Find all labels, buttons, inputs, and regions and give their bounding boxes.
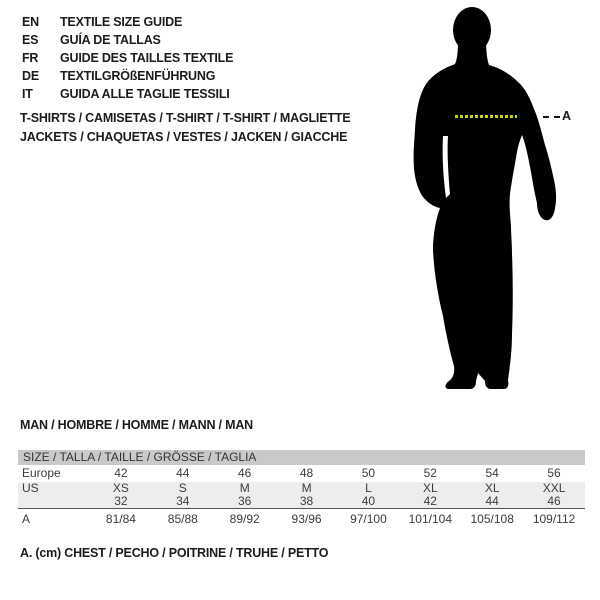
table-cell: S	[178, 481, 187, 495]
table-cell: 85/88	[167, 512, 198, 526]
language-row	[22, 31, 233, 49]
table-cell: 109/112	[532, 512, 576, 526]
measurement-footnote: A. (cm) CHEST / PECHO / POITRINE / TRUHE / PETTO	[20, 546, 329, 560]
table-cell: 105/108	[470, 512, 514, 526]
table-row	[18, 495, 585, 508]
language-title: GUIDA ALLE TAGLIE TESSILI	[60, 87, 230, 101]
table-cell: 44	[485, 494, 499, 508]
table-cell: XL	[484, 481, 500, 495]
language-title: TEXTILGRÖßENFÜHRUNG	[60, 69, 216, 83]
table-cell: XXL	[542, 481, 566, 495]
table-row	[18, 508, 585, 530]
language-row	[22, 13, 233, 31]
row-label: US	[22, 481, 39, 495]
measure-label-a: A	[562, 109, 572, 123]
table-cell: 32	[114, 494, 128, 508]
table-cell: 36	[238, 494, 252, 508]
table-cell: 93/96	[291, 512, 322, 526]
table-cell: 97/100	[350, 512, 387, 526]
row-label: Europe	[22, 466, 61, 480]
table-cell: 54	[485, 466, 499, 480]
garment-type-jackets: JACKETS / CHAQUETAS / VESTES / JACKEN / GIACCHE	[20, 130, 348, 144]
table-cell: M	[301, 481, 312, 495]
man-silhouette	[412, 4, 562, 394]
language-row	[22, 67, 233, 85]
table-cell: 48	[299, 466, 314, 480]
size-table-header: SIZE / TALLA / TAILLE / GRÖSSE / TAGLIA	[18, 450, 585, 465]
table-row	[18, 465, 585, 482]
table-cell: XS	[112, 481, 129, 495]
language-title: TEXTILE SIZE GUIDE	[60, 15, 183, 29]
size-table-body	[18, 465, 585, 530]
table-cell: 50	[361, 466, 376, 480]
table-cell: 81/84	[105, 512, 136, 526]
measure-leader-dashes	[543, 116, 560, 118]
section-title-man: MAN / HOMBRE / HOMME / MANN / MAN	[20, 418, 253, 432]
language-code: FR	[22, 51, 39, 65]
language-code: DE	[22, 69, 39, 83]
chest-measure-dotted-line	[455, 115, 517, 118]
language-code: ES	[22, 33, 39, 47]
table-cell: 34	[176, 494, 190, 508]
language-title: GUÍA DE TALLAS	[60, 33, 161, 47]
table-cell: 42	[423, 494, 437, 508]
table-cell: 44	[176, 466, 190, 480]
table-cell: XL	[422, 481, 438, 495]
language-title: GUIDE DES TAILLES TEXTILE	[60, 51, 234, 65]
table-cell: 56	[547, 466, 561, 480]
table-cell: 89/92	[229, 512, 260, 526]
garment-types	[20, 109, 350, 147]
table-cell: 46	[238, 466, 252, 480]
size-table	[18, 450, 585, 530]
table-cell: 40	[361, 494, 376, 508]
row-label: A	[22, 512, 31, 526]
row-label	[18, 495, 90, 508]
language-row	[22, 85, 233, 103]
table-cell: M	[239, 481, 250, 495]
garment-type-tshirts: T-SHIRTS / CAMISETAS / T-SHIRT / T-SHIRT / MAGLIETTE	[20, 111, 351, 125]
table-cell: 52	[423, 466, 437, 480]
table-cell: 101/104	[408, 512, 452, 526]
table-cell: 38	[299, 494, 314, 508]
table-cell: L	[365, 481, 372, 495]
table-cell: 46	[547, 494, 561, 508]
language-row	[22, 49, 233, 67]
language-code: IT	[22, 87, 33, 101]
language-list	[22, 13, 233, 103]
table-cell: 42	[114, 466, 128, 480]
language-code: EN	[22, 15, 39, 29]
